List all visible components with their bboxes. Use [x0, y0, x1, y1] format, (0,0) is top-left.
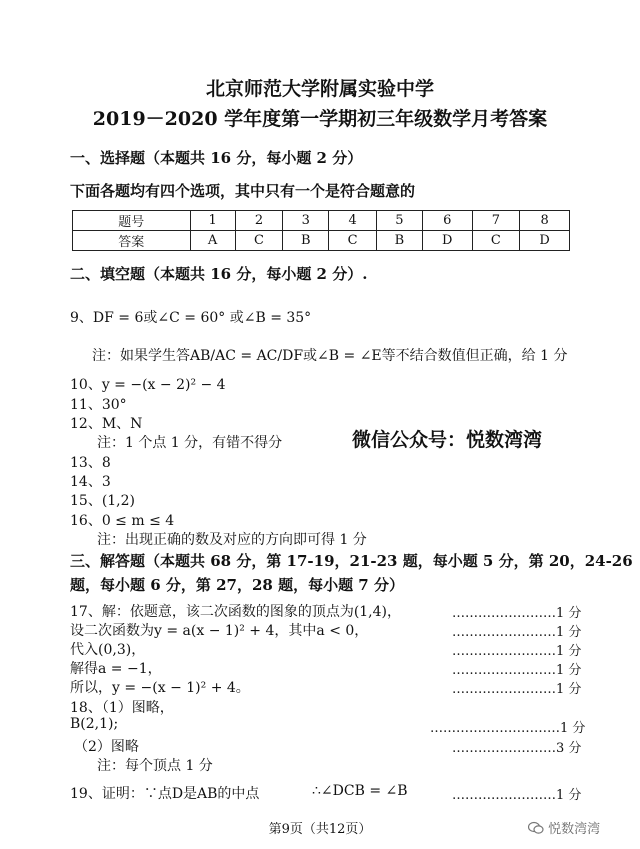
answer-line-11: 11、30°: [70, 397, 127, 413]
footer-watermark-text: 悦数湾湾: [548, 822, 601, 837]
answer-line-15: 15、(1,2): [70, 493, 136, 509]
section1-heading: 一、选择题（本题共 16 分，每小题 2 分）: [70, 149, 363, 167]
table-cell: 2: [235, 211, 283, 231]
wechat-watermark: 微信公众号：悦数湾湾: [352, 429, 543, 451]
score-6: …………………………1 分: [430, 721, 586, 736]
solution-line-18-2: B(2,1);: [70, 716, 119, 732]
page-number: 第9页（共12页）: [268, 822, 372, 837]
wechat-icon: [528, 821, 544, 835]
score-2: ……………………1 分: [452, 625, 582, 640]
note-line-16: 注：出现正确的数及对应的方向即可得 1 分: [97, 532, 367, 548]
note-line-12: 注：1 个点 1 分，有错不得分: [97, 435, 283, 451]
exam-title: 2019－2020 学年度第一学期初三年级数学月考答案: [92, 108, 548, 130]
score-8: ……………………1 分: [452, 788, 582, 803]
table-cell: B: [283, 231, 329, 251]
table-cell: D: [520, 231, 570, 251]
table-cell: 1: [190, 211, 235, 231]
row-label-number: 题号: [73, 211, 191, 231]
section1-instruction: 下面各题均有四个选项，其中只有一个是符合题意的: [70, 182, 416, 200]
table-row: [73, 231, 570, 251]
answer-line-14: 14、3: [70, 474, 111, 490]
solution-line-18-3: （2）图略: [74, 739, 139, 755]
score-1: ……………………1 分: [452, 606, 582, 621]
table-cell: 5: [376, 211, 422, 231]
answer-line-16: 16、0 ≤ m ≤ 4: [70, 513, 175, 529]
answer-table: [72, 210, 570, 251]
section3-heading-line2: 题，每小题 6 分，第 27，28 题，每小题 7 分）: [70, 576, 404, 594]
note-line-9: 注：如果学生答AB/AC = AC/DF或∠B = ∠E等不结合数值但正确，给 1 分: [92, 348, 568, 364]
solution-line-18-1: 18、（1）图略，: [70, 700, 174, 716]
solution-line-17-1: 17、解：依题意，该二次函数的图象的顶点为(1,4)，: [70, 604, 402, 620]
table-row: [73, 211, 570, 231]
answer-line-9: 9、DF = 6或∠C = 60° 或∠B = 35°: [70, 310, 312, 326]
answer-line-10: 10、y = −(x − 2)² − 4: [70, 377, 226, 393]
solution-line-19-a: 19、证明：∵点D是AB的中点: [70, 786, 260, 802]
solution-line-17-5: 所以，y = −(x − 1)² + 4。: [70, 680, 250, 696]
solution-line-17-2: 设二次函数为y = a(x − 1)² + 4，其中a < 0，: [70, 623, 369, 639]
table-cell: B: [376, 231, 422, 251]
solution-line-19-b: ∴∠DCB = ∠B: [312, 783, 408, 799]
table-cell: C: [472, 231, 520, 251]
solution-line-17-3: 代入(0,3)，: [70, 642, 146, 658]
table-cell: C: [329, 231, 377, 251]
table-cell: A: [190, 231, 235, 251]
table-cell: D: [422, 231, 472, 251]
answer-line-13: 13、8: [70, 455, 111, 471]
section3-heading-line1: 三、解答题（本题共 68 分，第 17-19，21-23 题，每小题 5 分，第 20，24-26: [70, 552, 633, 570]
school-title: 北京师范大学附属实验中学: [205, 78, 434, 100]
note-line-18: 注：每个顶点 1 分: [97, 758, 213, 774]
score-4: ……………………1 分: [452, 663, 582, 678]
score-7: ……………………3 分: [452, 741, 582, 756]
score-3: ……………………1 分: [452, 644, 582, 659]
table-cell: 3: [283, 211, 329, 231]
table-cell: C: [235, 231, 283, 251]
score-5: ……………………1 分: [452, 682, 582, 697]
section2-heading: 二、填空题（本题共 16 分，每小题 2 分）.: [70, 265, 368, 283]
row-label-answer: 答案: [73, 231, 191, 251]
footer-watermark: [528, 818, 600, 837]
table-cell: 7: [472, 211, 520, 231]
table-cell: 4: [329, 211, 377, 231]
table-cell: 8: [520, 211, 570, 231]
table-cell: 6: [422, 211, 472, 231]
answer-line-12: 12、M、N: [70, 416, 143, 432]
solution-line-17-4: 解得a = −1，: [70, 661, 162, 677]
